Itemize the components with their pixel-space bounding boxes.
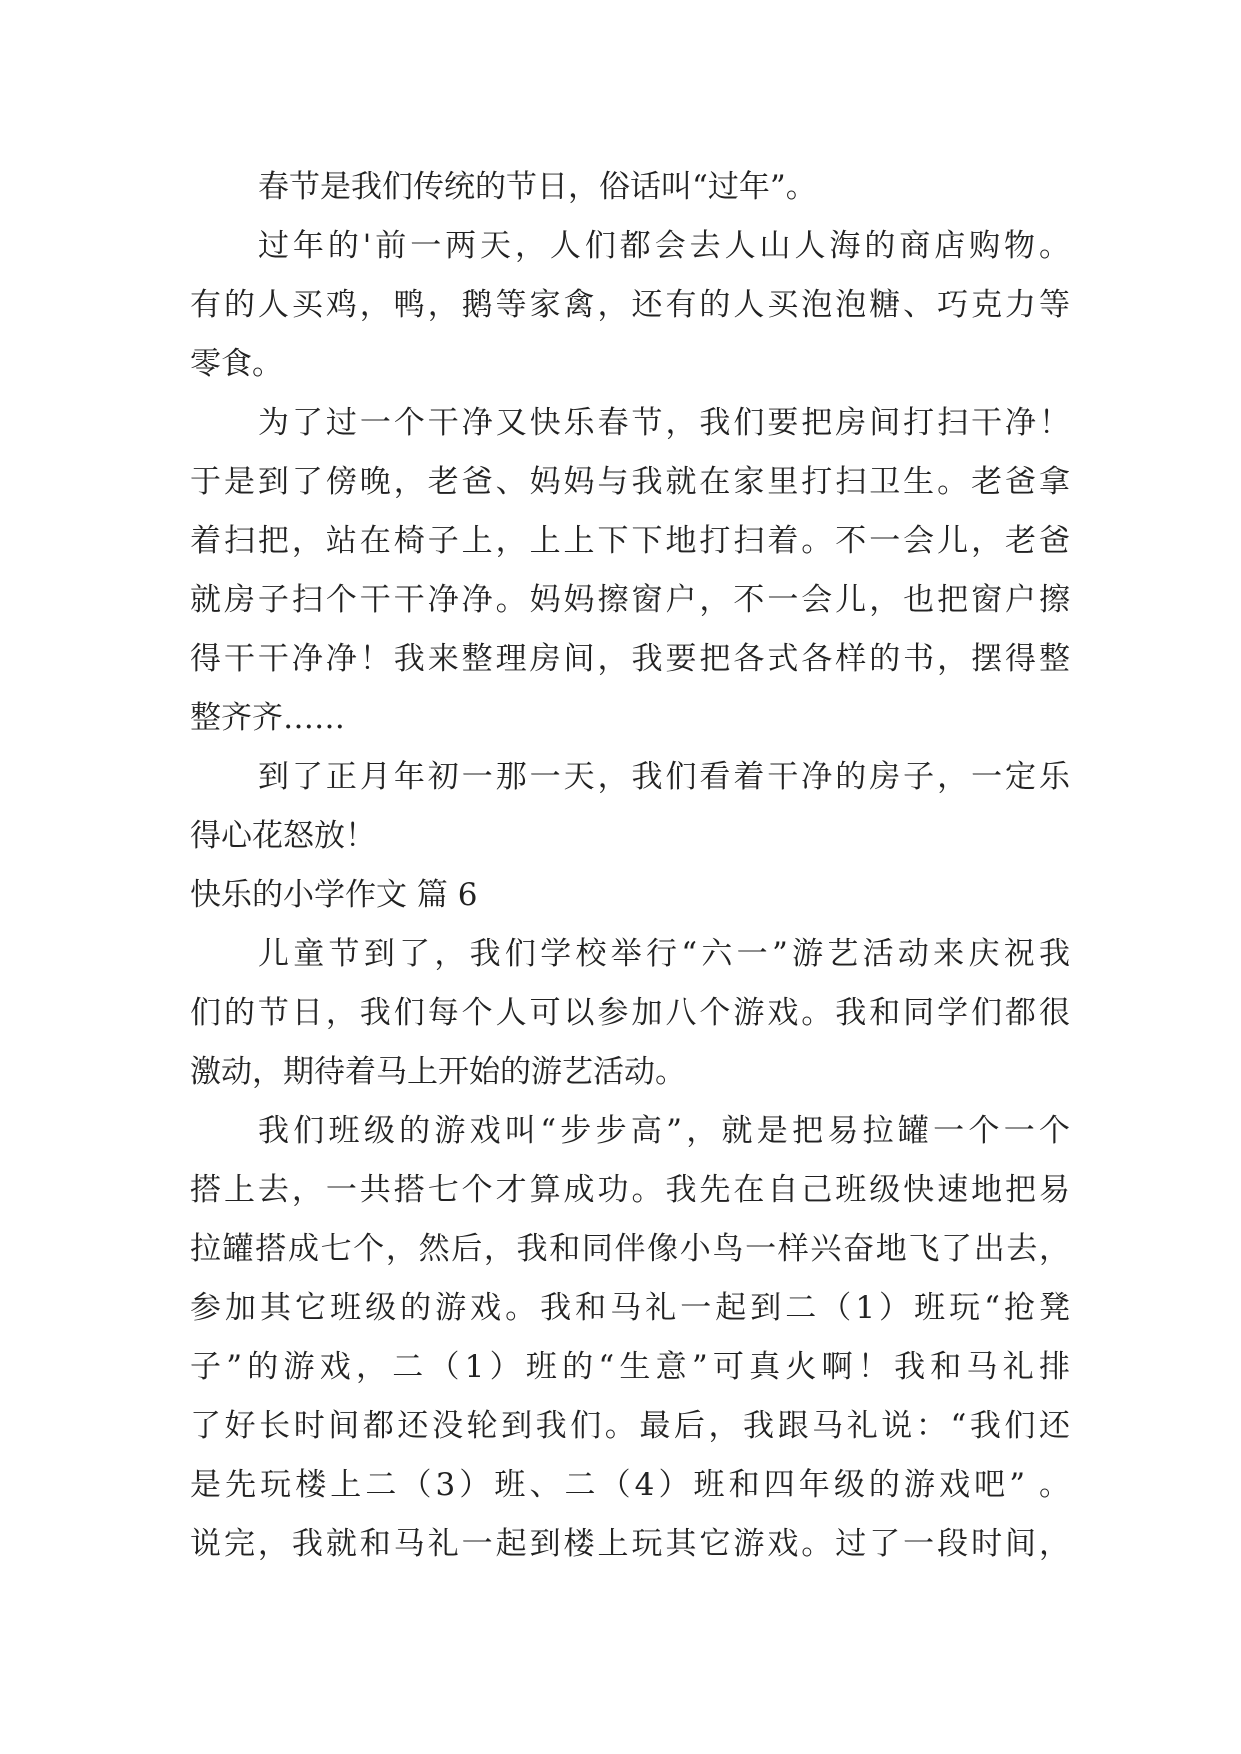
text-line: 激动，期待着马上开始的游艺活动。 [190,1054,686,1090]
text-line: 得心花怒放！ [190,818,376,854]
text-line: 就房子扫个干干净净。妈妈擦窗户，不一会儿，也把窗户擦 [190,582,1070,618]
text-line: 是先玩楼上二（3）班、二（4）班和四年级的游戏吧” 。 [190,1467,1070,1503]
text-line: 参加其它班级的游戏。我和马礼一起到二（1）班玩“抢凳 [190,1290,1070,1326]
text-line: 过年的'前一两天，人们都会去人山人海的商店购物。 [258,228,1070,264]
text-line: 零食。 [190,346,283,382]
text-line: 儿童节到了，我们学校举行“六一”游艺活动来庆祝我 [258,936,1070,972]
text-line: 了好长时间都还没轮到我们。最后，我跟马礼说：“我们还 [190,1408,1070,1444]
text-line: 拉罐搭成七个，然后，我和同伴像小鸟一样兴奋地飞了出去， [190,1231,1070,1267]
text-line: 们的节日，我们每个人可以参加八个游戏。我和同学们都很 [190,995,1070,1031]
text-line: 子”的游戏，二（1）班的“生意”可真火啊！我和马礼排 [190,1349,1070,1385]
document-body [190,158,1070,1574]
text-line: 我们班级的游戏叫“步步高”，就是把易拉罐一个一个 [258,1113,1070,1149]
section-heading: 快乐的小学作文 篇 6 [190,877,478,913]
text-line: 春节是我们传统的节日，俗话叫“过年”。 [258,169,817,205]
text-line: 得干干净净！我来整理房间，我要把各式各样的书，摆得整 [190,641,1070,677]
text-line: 有的人买鸡，鸭，鹅等家禽，还有的人买泡泡糖、巧克力等 [190,287,1070,323]
text-line: 于是到了傍晚，老爸、妈妈与我就在家里打扫卫生。老爸拿 [190,464,1070,500]
text-line: 为了过一个干净又快乐春节，我们要把房间打扫干净！ [258,405,1070,441]
text-line: 说完，我就和马礼一起到楼上玩其它游戏。过了一段时间， [190,1526,1070,1562]
text-line: 着扫把，站在椅子上，上上下下地打扫着。不一会儿，老爸 [190,523,1070,559]
text-line: 整齐齐…… [190,700,345,736]
text-line: 搭上去，一共搭七个才算成功。我先在自己班级快速地把易 [190,1172,1070,1208]
text-line: 到了正月年初一那一天，我们看着干净的房子，一定乐 [258,759,1070,795]
